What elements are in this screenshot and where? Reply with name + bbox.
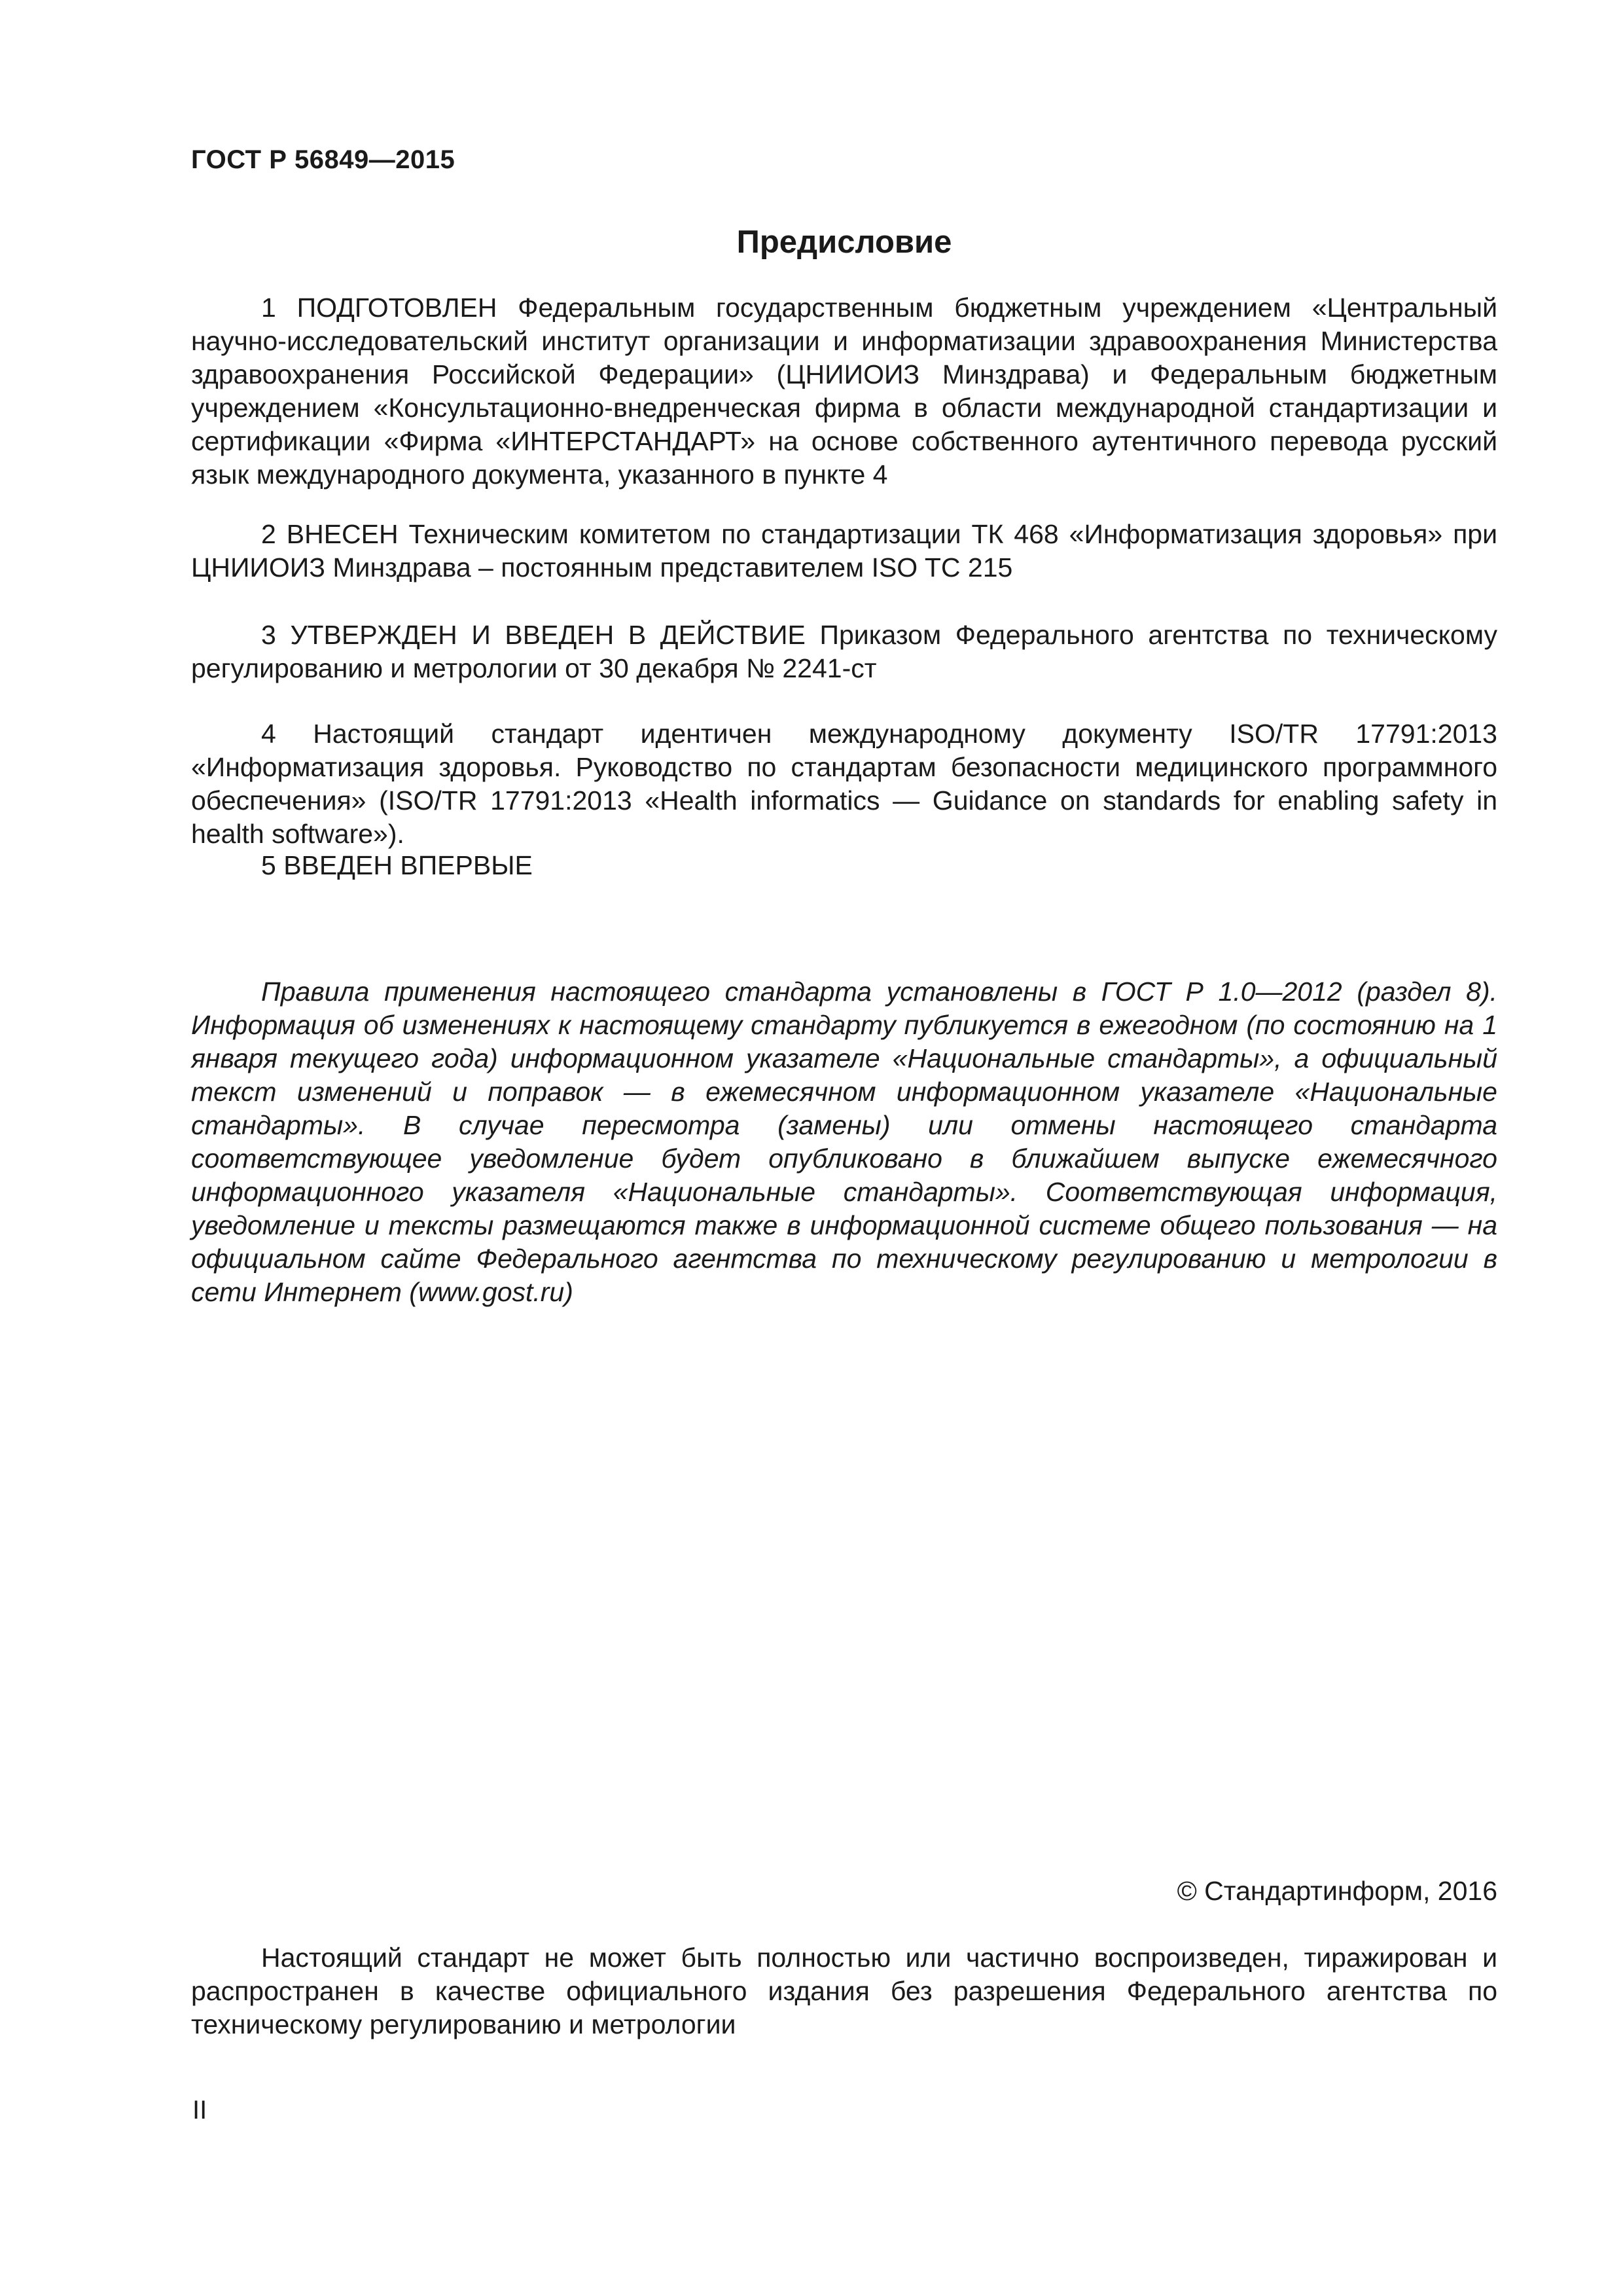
rules-note: Правила применения настоящего стандарта установлены в ГОСТ Р 1.0—2012 (раздел 8). Информация об изменениях к настоящему стандарту публикуется в ежегодном (по состоянию на 1 января текущего года) информационном указателе «Национальные стандарты», а официальный текст изменений и поправок — в ежемесячном информационном указателе «Национальные стандарты». В случае пересмотра (замены) или отмены настоящего стандарта соответствующее уведомление будет опубликовано в ближайшем выпуске ежемесячного информационного указателя «Национальные стандарты». Соответствующая информация, уведомление и тексты размещаются также в информационной системе общего пользования — на официальном сайте Федерального агентства по техническому регулированию и метрологии в сети Интернет (www.gost.ru) [191,977,1497,1307]
document-code: ГОСТ Р 56849—2015 [191,145,455,174]
copyright-line: © Стандартинформ, 2016 [1177,1876,1497,1906]
preface-item-5: 5 ВВЕДЕН ВПЕРВЫЕ [261,850,533,880]
page-title: Предисловие [736,224,952,260]
preface-item-3: 3 УТВЕРЖДЕН И ВВЕДЕН В ДЕЙСТВИЕ Приказом Федерального агентства по техническому регулированию и метрологии от 30 декабря № 2241-ст [191,620,1497,683]
page-number: II [192,2096,207,2125]
preface-item-4: 4 Настоящий стандарт идентичен международному документу ISO/TR 17791:2013 «Информатизация здоровья. Руководство по стандартам безопасности медицинского программного обеспечения» (ISO/TR 17791:2013 «Health informatics — Guidance on standards for enabling safety in health software»). [191,719,1497,849]
preface-item-2: 2 ВНЕСЕН Техническим комитетом по стандартизации ТК 468 «Информатизация здоровья» при ЦНИИОИЗ Минздрава – постоянным представителем ISO TC 215 [191,519,1497,583]
reproduction-notice: Настоящий стандарт не может быть полностью или частично воспроизведен, тиражирован и распространен в качестве официального издания без разрешения Федерального агентства по техническому регулированию и метрологии [191,1943,1497,2039]
preface-item-1: 1 ПОДГОТОВЛЕН Федеральным государственным бюджетным учреждением «Центральный научно-исследовательский институт организации и информатизации здравоохранения Министерства здравоохранения Российской Федерации» (ЦНИИОИЗ Минздрава) и Федеральным бюджетным учреждением «Консультационно-внедренческая фирма в области международной стандартизации и сертификации «Фирма «ИНТЕРСТАНДАРТ» на основе собственного аутентичного перевода русский язык международного документа, указанного в пункте 4 [191,293,1497,490]
